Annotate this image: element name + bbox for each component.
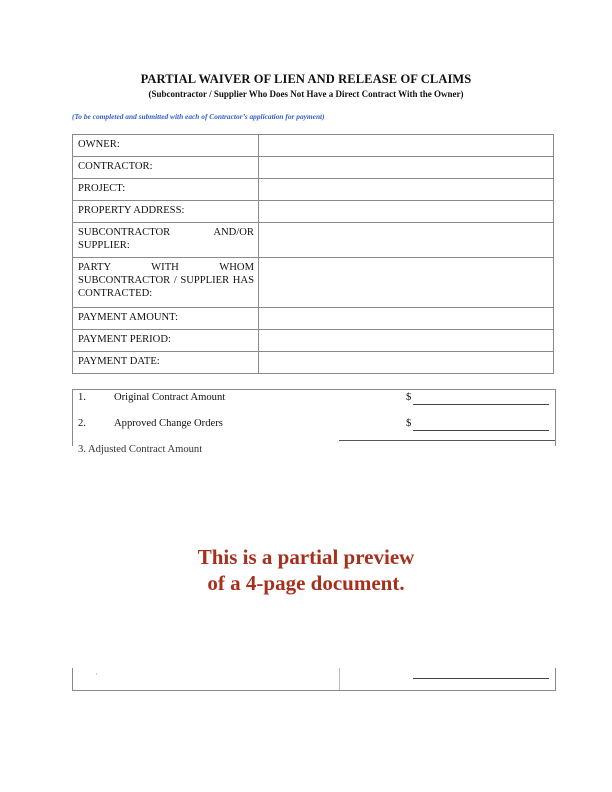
preview-notice [0,544,612,596]
contractor-field[interactable] [259,157,554,179]
payment-period-label: PAYMENT PERIOD: [73,330,259,352]
subcontractor-label: SUBCONTRACTOR AND/OR SUPPLIER: [73,223,259,258]
info-table [72,134,554,374]
approved-change-orders-field[interactable] [413,418,549,431]
sum-divider [339,440,555,441]
payment-amount-field[interactable] [259,308,554,330]
payment-period-field[interactable] [259,330,554,352]
property-address-label: PROPERTY ADDRESS: [73,201,259,223]
clipped-mark: · [95,670,98,679]
truncated-table-bottom [72,668,556,691]
table-row [73,179,554,201]
currency-symbol: $ [406,392,412,403]
approved-change-orders-label: Approved Change Orders [114,418,223,429]
table-row [73,330,554,352]
column-divider [339,668,340,690]
amounts-section [72,389,556,455]
contractor-label: CONTRACTOR: [73,157,259,179]
preview-notice-line-1: This is a partial preview [197,545,415,569]
row-number: 1. [78,392,86,403]
currency-symbol: $ [406,418,412,429]
payment-date-label: PAYMENT DATE: [73,352,259,374]
table-row [73,223,554,258]
owner-field[interactable] [259,135,554,157]
payment-date-field[interactable] [259,352,554,374]
table-row [73,135,554,157]
table-row [73,352,554,374]
instruction-note: (To be completed and submitted with each of Contractor’s application for payment) [72,112,325,121]
document-title: PARTIAL WAIVER OF LIEN AND RELEASE OF CLAIMS [140,72,472,86]
project-field[interactable] [259,179,554,201]
truncated-row: 3. Adjusted Contract Amount [78,444,203,455]
property-address-field[interactable] [259,201,554,223]
original-contract-amount-field[interactable] [413,392,549,405]
contracted-party-label: PARTY WITH WHOM SUBCONTRACTOR / SUPPLIER HAS CONTRACTED: [73,258,259,308]
table-row [73,157,554,179]
preview-notice-line-2: of a 4-page document. [207,571,405,595]
original-contract-amount-label: Original Contract Amount [114,392,226,403]
table-row [73,201,554,223]
amount-underline [413,678,549,679]
contracted-party-field[interactable] [259,258,554,308]
document-subtitle: (Subcontractor / Supplier Who Does Not Have a Direct Contract With the Owner) [148,89,464,99]
owner-label: OWNER: [73,135,259,157]
subcontractor-field[interactable] [259,223,554,258]
table-row [73,308,554,330]
table-row [73,258,554,308]
project-label: PROJECT: [73,179,259,201]
row-number: 2. [78,418,86,429]
payment-amount-label: PAYMENT AMOUNT: [73,308,259,330]
